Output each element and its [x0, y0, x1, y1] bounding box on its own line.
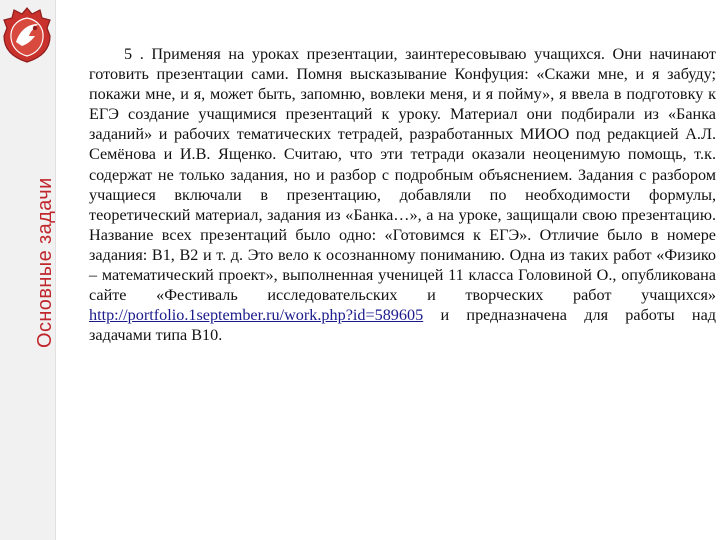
main-text-block [89, 44, 716, 345]
paragraph-text-end: и предназначена для работы над задачами типа В10. [89, 306, 716, 345]
portfolio-link[interactable]: http://portfolio.1september.ru/work.php?id=589605 [89, 306, 424, 325]
red-shield-emblem-icon [2, 6, 52, 64]
paragraph-text: 5 . Применяя на уроках презентации, заинтересовываю учащихся. Они начинают готовить презентации сами. Помня высказывание Конфуция: «Скажи мне, и я забуду; покажи мне, и я, может быть, запомню, вовлеки меня, и я пойму», я ввела в подготовку к ЕГЭ создание учащимися презентаций к уроку. Материал они подбирали из «Банка заданий» и рабочих тематических тетрадей, разработанных МИОО под редакцией А.Л. Семёнова и И.В. Ященко. Считаю, что эти тетради оказали неоценимую помощь, т.к. содержат не только задания, но и разбор с подробным объяснением. Задания с разбором учащиеся включали в презентацию, добавляли по необходимости формулы, теоретический материал, задания из «Банка…», а на уроке, защищали свою презентацию. Название всех презентаций было одно: «Готовимся к ЕГЭ». Отличие было в номере задания: В1, В2 и т. д. Это вело к осознанному пониманию. Одна из таких работ «Физико – математический проект», выполненная ученицей 11 класса Головиной О., опубликована сайте «Фестиваль исследовательских и творческих работ учащихся» [89, 45, 716, 305]
sidebar [0, 0, 56, 540]
sidebar-vertical-title: Основные задачи [34, 177, 56, 348]
